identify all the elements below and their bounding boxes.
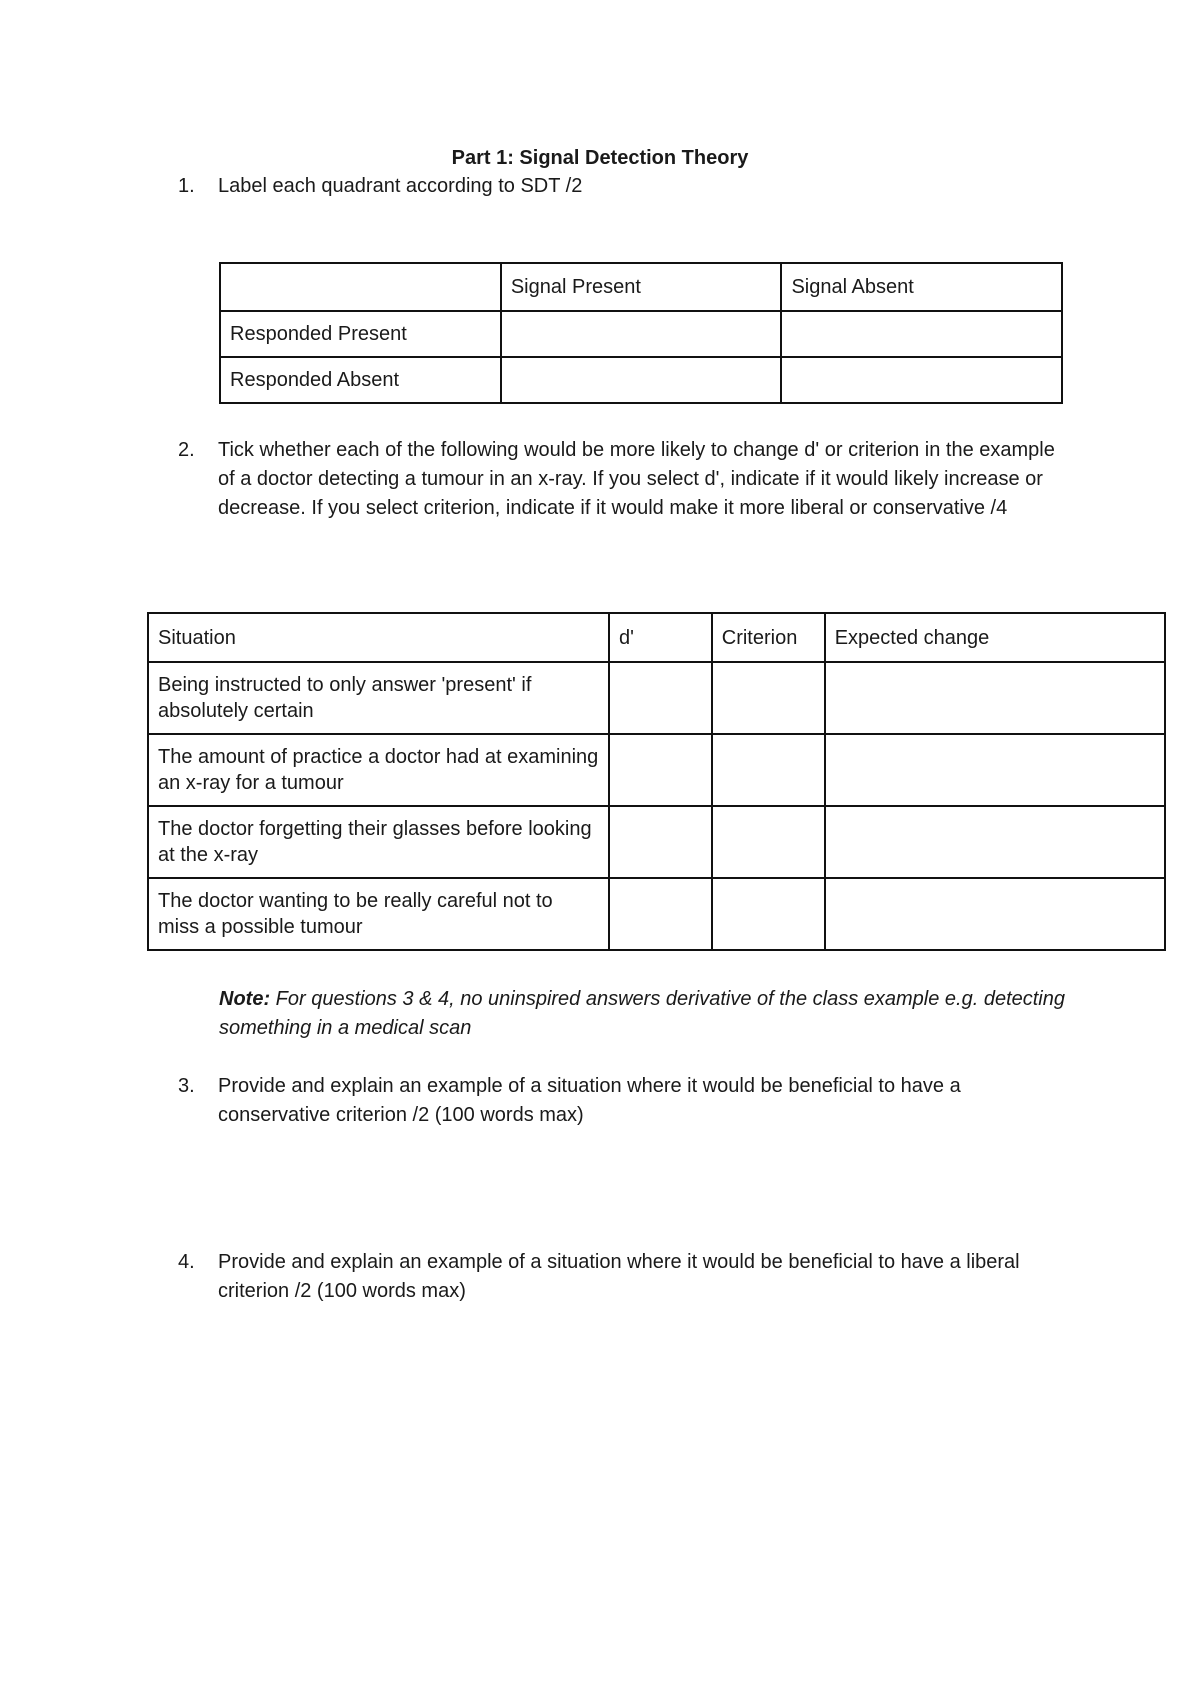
- situation-cell: The doctor forgetting their glasses before looking at the x-ray: [148, 806, 609, 878]
- question-number: 2.: [178, 439, 195, 461]
- note-text: For questions 3 & 4, no uninspired answers derivative of the class example e.g. detecting something in a medical scan: [219, 988, 1065, 1039]
- question-number: 1.: [178, 175, 195, 197]
- situation-cell: The amount of practice a doctor had at examining an x-ray for a tumour: [148, 734, 609, 806]
- question-text: Provide and explain an example of a situation where it would be beneficial to have a conservative criterion /2 (100 words max): [218, 1075, 961, 1126]
- expected-change-cell[interactable]: [825, 662, 1165, 734]
- row-label: Responded Present: [220, 311, 501, 357]
- situation-cell: Being instructed to only answer 'present' if absolutely certain: [148, 662, 609, 734]
- table-header-row: [148, 613, 1165, 662]
- question-number: 3.: [178, 1075, 195, 1097]
- criterion-tick-cell[interactable]: [712, 662, 825, 734]
- d-prime-tick-cell[interactable]: [609, 806, 712, 878]
- table-header-cell: Expected change: [825, 613, 1165, 662]
- table-header-cell: Signal Absent: [781, 263, 1062, 311]
- expected-change-cell[interactable]: [825, 806, 1165, 878]
- d-prime-tick-cell[interactable]: [609, 662, 712, 734]
- table-row: [148, 878, 1165, 950]
- table-header-cell: d': [609, 613, 712, 662]
- question-text: Tick whether each of the following would be more likely to change d' or criterion in the example of a doctor detecting a tumour in an x-ray. If you select d', indicate if it would likely increase or decrease. If you select criterion, indicate if it would make it more liberal or conservative /4: [218, 439, 1055, 519]
- question-text: Label each quadrant according to SDT /2: [218, 175, 583, 197]
- d-prime-tick-cell[interactable]: [609, 878, 712, 950]
- d-prime-tick-cell[interactable]: [609, 734, 712, 806]
- note: [219, 985, 1069, 1043]
- table-row: [148, 806, 1165, 878]
- table-row: [220, 311, 1062, 357]
- question-text: Provide and explain an example of a situation where it would be beneficial to have a liberal criterion /2 (100 words max): [218, 1251, 1020, 1302]
- answer-cell[interactable]: [501, 357, 782, 403]
- page-title: Part 1: Signal Detection Theory: [451, 147, 749, 169]
- table-row: [148, 734, 1165, 806]
- table-header-cell: Signal Present: [501, 263, 782, 311]
- situation-table: [147, 612, 1166, 951]
- criterion-tick-cell[interactable]: [712, 806, 825, 878]
- expected-change-cell[interactable]: [825, 734, 1165, 806]
- table-header-row: [220, 263, 1062, 311]
- table-header-cell: [220, 263, 501, 311]
- criterion-tick-cell[interactable]: [712, 878, 825, 950]
- criterion-tick-cell[interactable]: [712, 734, 825, 806]
- situation-cell: The doctor wanting to be really careful not to miss a possible tumour: [148, 878, 609, 950]
- answer-cell[interactable]: [781, 311, 1062, 357]
- answer-cell[interactable]: [501, 311, 782, 357]
- note-label: Note:: [219, 988, 271, 1010]
- expected-change-cell[interactable]: [825, 878, 1165, 950]
- table-header-cell: Situation: [148, 613, 609, 662]
- row-label: Responded Absent: [220, 357, 501, 403]
- answer-cell[interactable]: [781, 357, 1062, 403]
- table-row: [148, 662, 1165, 734]
- table-header-cell: Criterion: [712, 613, 825, 662]
- question-number: 4.: [178, 1251, 195, 1273]
- sdt-quadrant-table: [219, 262, 1063, 404]
- table-row: [220, 357, 1062, 403]
